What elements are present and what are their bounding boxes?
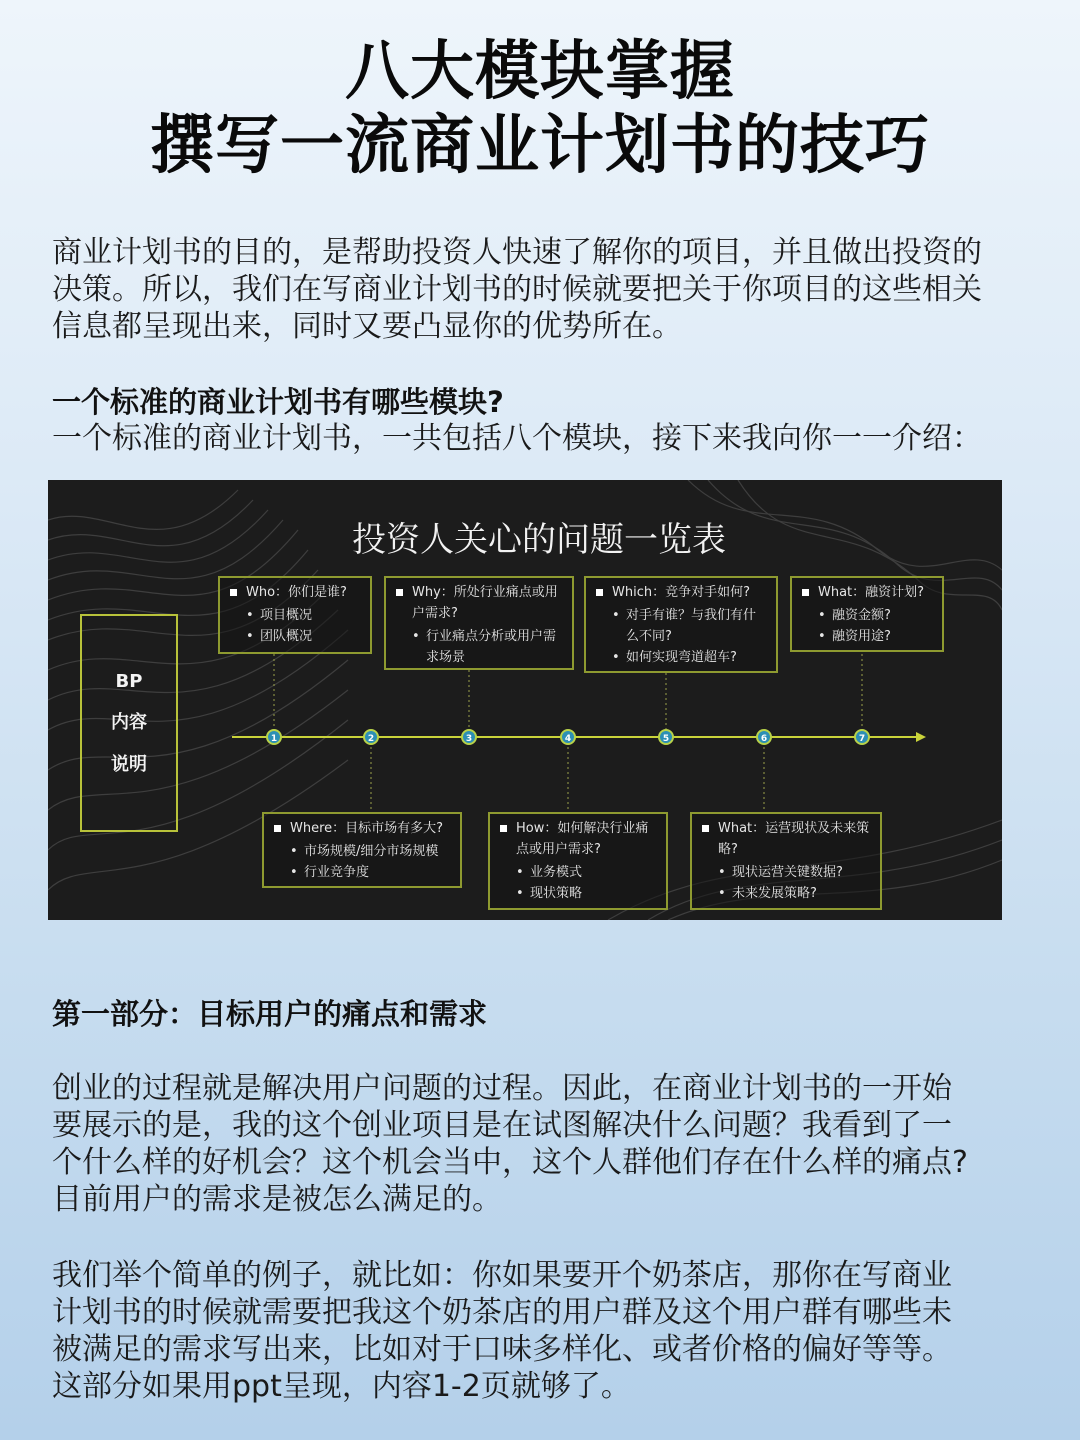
timeline-arrow-icon [916, 732, 926, 742]
bp-label-line3: 说明 [111, 753, 147, 775]
timeline-node-3: 3 [461, 729, 477, 745]
question-how-item: • 业务模式 [530, 862, 658, 883]
question-how-item: • 现状策略 [530, 883, 658, 904]
bp-label-line2: 内容 [111, 711, 147, 733]
question-who-item: • 团队概况 [260, 626, 362, 647]
question-operations-item: • 未来发展策略? [732, 883, 872, 904]
question-box-who [218, 576, 372, 654]
question-why-item: • 行业痛点分析或用户需求场景 [426, 626, 564, 668]
page-title-line1: 八大模块掌握 [345, 35, 735, 109]
question-why: Why：所处行业痛点或用户需求? [394, 582, 564, 624]
infographic-image [48, 480, 1002, 920]
modules-text: 一个标准的商业计划书，一共包括八个模块，接下来我向你一一介绍： [52, 421, 982, 456]
timeline-node-7: 7 [854, 729, 870, 745]
question-which-item: • 对手有谁？与我们有什么不同? [626, 605, 768, 647]
question-financing: What：融资计划? [800, 582, 934, 603]
question-box-how [488, 812, 668, 910]
timeline-node-6: 6 [756, 729, 772, 745]
page-title-line2: 撰写一流商业计划书的技巧 [150, 109, 930, 183]
timeline-node-4: 4 [560, 729, 576, 745]
intro-paragraph: 商业计划书的目的，是帮助投资人快速了解你的项目，并且做出投资的 决策。所以，我们在写商业计划书的时候就要把关于你项目的这些相关 信息都呈现出来，同时又要凸显你的优势所在。 [52, 235, 982, 344]
question-operations: What：运营现状及未来策略? [700, 818, 872, 860]
timeline-node-1: 1 [266, 729, 282, 745]
question-box-which [584, 576, 778, 673]
timeline-node-2: 2 [363, 729, 379, 745]
question-box-financing [790, 576, 944, 652]
section1-heading: 第一部分：目标用户的痛点和需求 [52, 997, 488, 1031]
question-box-where [262, 812, 462, 888]
question-box-why [384, 576, 574, 670]
timeline-node-5: 5 [658, 729, 674, 745]
question-who: Who：你们是谁? [228, 582, 362, 603]
question-financing-item: • 融资金额? [832, 605, 934, 626]
infographic-title: 投资人关心的问题一览表 [352, 520, 726, 560]
question-where-item: • 行业竞争度 [304, 862, 452, 883]
question-which-item: • 如何实现弯道超车? [626, 647, 768, 668]
section1-paragraph1: 创业的过程就是解决用户问题的过程。因此，在商业计划书的一开始 要展示的是，我的这个创业项目是在试图解决什么问题？我看到了一 个什么样的好机会？这个机会当中，这个人群他们存在什么样的痛点? 目前用户的需求是被怎么满足的。 [52, 1071, 968, 1217]
question-how: How：如何解决行业痛点或用户需求? [498, 818, 658, 860]
question-where: Where：目标市场有多大? [272, 818, 452, 839]
section1-paragraph2: 我们举个简单的例子，就比如：你如果要开个奶茶店，那你在写商业 计划书的时候就需要把我这个奶茶店的用户群及这个用户群有哪些未 被满足的需求写出来，比如对于口味多样化、或者价格的偏好等等。 这部分如果用ppt呈现，内容1-2页就够了。 [52, 1258, 952, 1404]
modules-heading: 一个标准的商业计划书有哪些模块? [52, 385, 504, 419]
question-which: Which：竞争对手如何? [594, 582, 768, 603]
question-operations-item: • 现状运营关键数据? [732, 862, 872, 883]
bp-label-line1: BP [115, 670, 143, 692]
question-financing-item: • 融资用途? [832, 626, 934, 647]
question-box-operations [690, 812, 882, 910]
question-who-item: • 项目概况 [260, 605, 362, 626]
question-where-item: • 市场规模/细分市场规模 [304, 841, 452, 862]
